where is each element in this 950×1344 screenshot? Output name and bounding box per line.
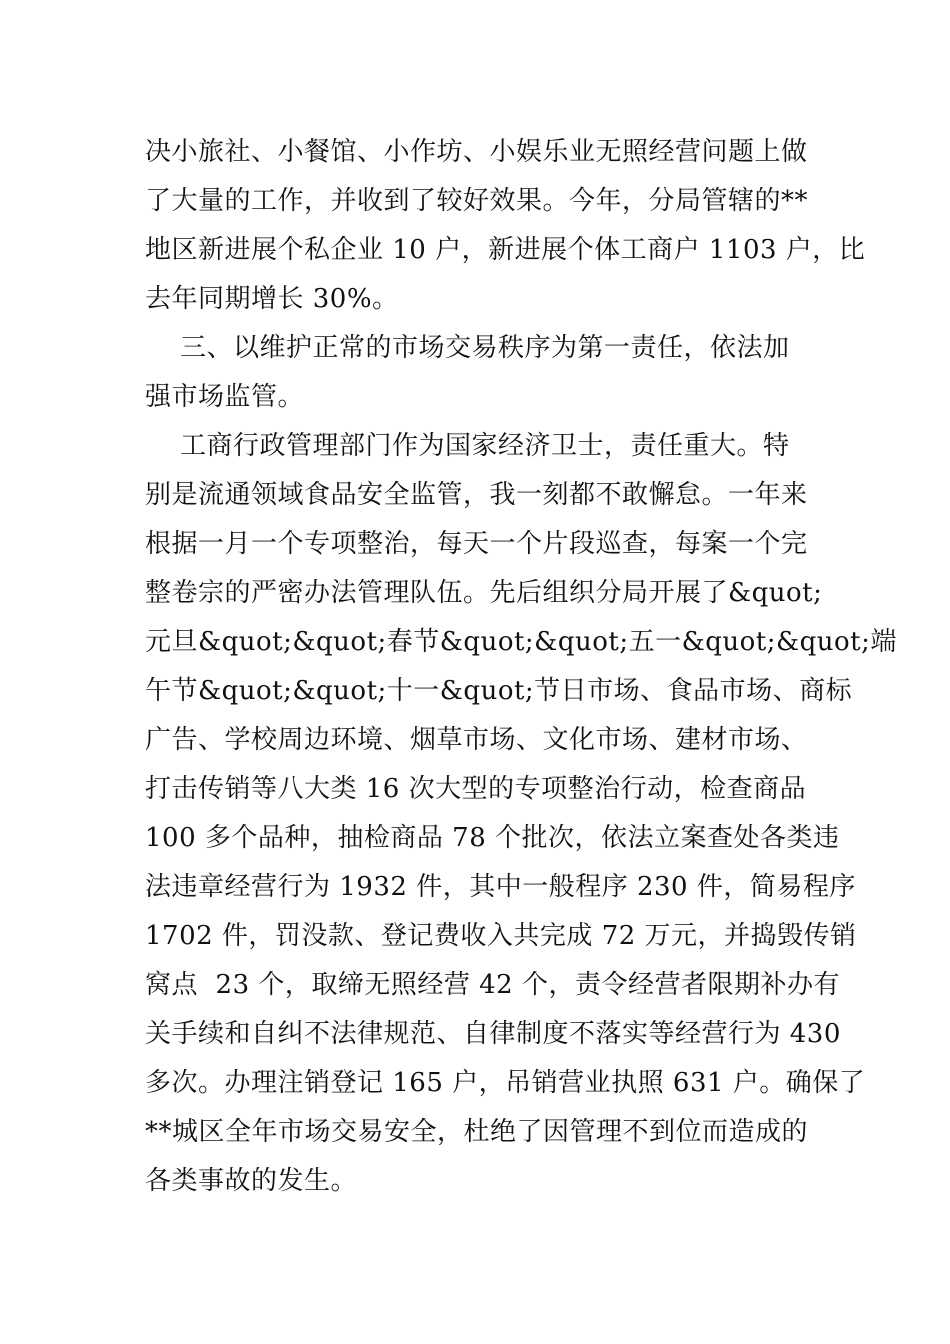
text-line: 窝点 23 个，取缔无照经营 42 个，责令经营者限期补办有	[145, 970, 840, 1000]
text-line: **城区全年市场交易安全，杜绝了因管理不到位而造成的	[145, 1117, 809, 1147]
document-body	[145, 128, 897, 1206]
text-line: 地区新进展个私企业 10 户，新进展个体工商户 1103 户，比	[145, 235, 866, 265]
text-line: 别是流通领域食品安全监管，我一刻都不敢懈怠。一年来	[145, 480, 808, 510]
text-line: 关手续和自纠不法律规范、自律制度不落实等经营行为 430	[145, 1019, 841, 1049]
text-line: 工商行政管理部门作为国家经济卫士，责任重大。特	[145, 431, 790, 461]
section-heading-line: 三、以维护正常的市场交易秩序为第一责任，依法加	[145, 333, 790, 363]
text-line: 去年同期增长 30%。	[145, 284, 399, 314]
text-line: 各类事故的发生。	[145, 1166, 358, 1196]
text-line: 午节&quot;&quot;十一&quot;节日市场、食品市场、商标	[145, 676, 853, 706]
text-line: 100 多个品种，抽检商品 78 个批次，依法立案查处各类违	[145, 823, 840, 853]
section-heading-line: 强市场监管。	[145, 382, 305, 412]
text-line: 多次。办理注销登记 165 户，吊销营业执照 631 户。确保了	[145, 1068, 866, 1098]
text-line: 元旦&quot;&quot;春节&quot;&quot;五一&quot;&quot;端	[145, 627, 897, 657]
text-line: 法违章经营行为 1932 件，其中一般程序 230 件，简易程序	[145, 872, 856, 902]
text-line: 1702 件，罚没款、登记费收入共完成 72 万元，并捣毁传销	[145, 921, 857, 951]
text-line: 打击传销等八大类 16 次大型的专项整治行动，检查商品	[145, 774, 807, 804]
text-line: 广告、学校周边环境、烟草市场、文化市场、建材市场、	[145, 725, 808, 755]
text-line: 根据一月一个专项整治，每天一个片段巡查，每案一个完	[145, 529, 808, 559]
text-line: 决小旅社、小餐馆、小作坊、小娱乐业无照经营问题上做	[145, 137, 808, 167]
text-line: 整卷宗的严密办法管理队伍。先后组织分局开展了&quot;	[145, 578, 823, 608]
text-line: 了大量的工作，并收到了较好效果。今年，分局管辖的**	[145, 186, 809, 216]
